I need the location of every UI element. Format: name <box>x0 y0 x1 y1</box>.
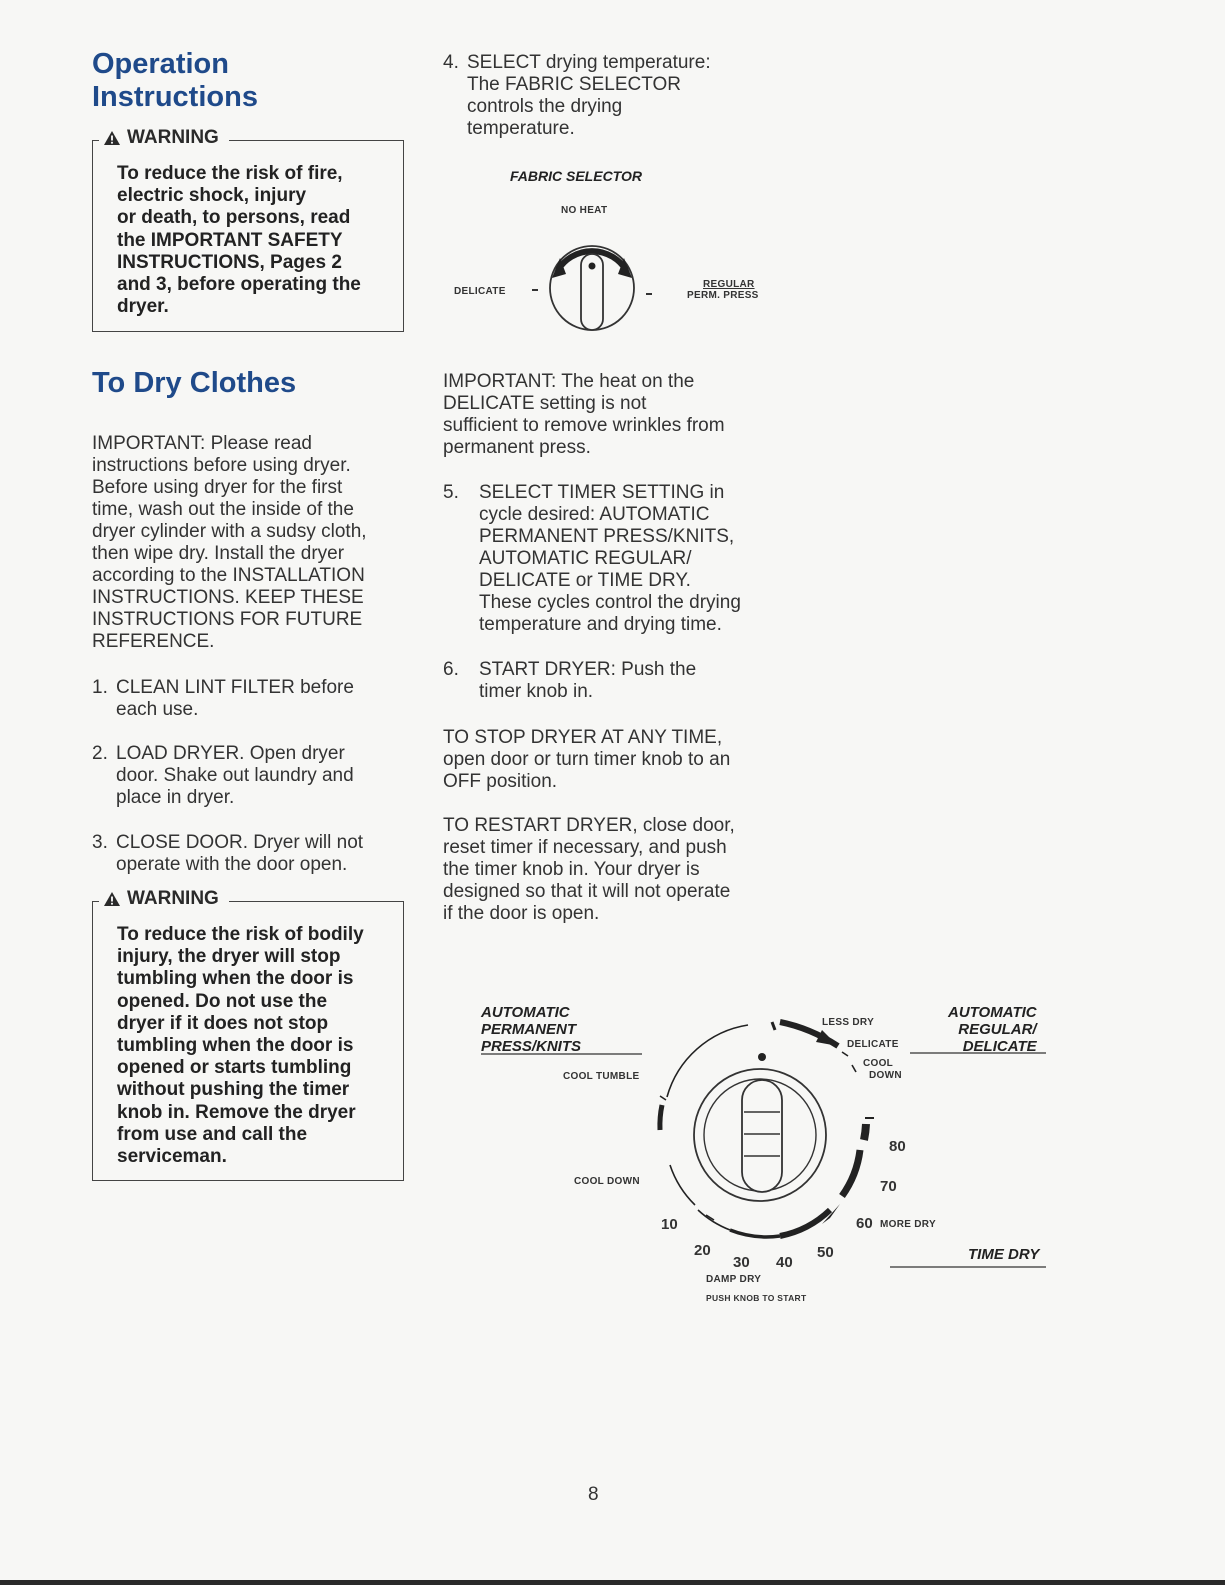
text-line: if the door is open. <box>443 903 600 924</box>
text-line: open door or turn timer knob to an <box>443 749 731 770</box>
text-line: REGULAR/ <box>958 1021 1037 1038</box>
time-20: 20 <box>694 1242 711 1259</box>
regular-label: REGULAR <box>703 279 755 290</box>
text-line: DELICATE or TIME DRY. <box>479 570 691 591</box>
warning-line: To reduce the risk of bodily <box>117 924 364 945</box>
step-4 <box>443 52 763 140</box>
warning-line: knob in. Remove the dryer <box>117 1101 356 1123</box>
warning-label: WARNING <box>127 127 219 148</box>
warning-line: from use and call the <box>117 1123 308 1145</box>
page-title-line2: Instructions <box>92 81 258 113</box>
time-80: 80 <box>889 1138 906 1155</box>
text-line: PERMANENT <box>481 1021 577 1038</box>
warning-line: the IMPORTANT SAFETY <box>117 229 343 251</box>
step-2 <box>92 743 402 809</box>
down-label: DOWN <box>869 1070 902 1081</box>
restart-dryer-paragraph <box>443 815 773 925</box>
fabric-selector-title: FABRIC SELECTOR <box>510 168 642 184</box>
warning-triangle-icon <box>103 130 121 146</box>
cool-down-left-label: COOL DOWN <box>574 1176 640 1187</box>
warning-heading <box>99 888 229 910</box>
warning-line: dryer. <box>117 296 169 318</box>
bottom-edge <box>0 1580 1225 1585</box>
text-line: LOAD DRYER. Open dryer <box>116 743 345 764</box>
time-50: 50 <box>817 1244 834 1261</box>
text-line: PRESS/KNITS <box>481 1038 582 1055</box>
text-line: DELICATE setting is not <box>443 393 647 414</box>
step-number: 6. <box>443 659 459 680</box>
text-line: designed so that it will not operate <box>443 881 731 902</box>
text-line: INSTRUCTIONS FOR FUTURE <box>92 609 363 630</box>
text-line: TO RESTART DRYER, close door, <box>443 815 735 836</box>
less-dry-label: LESS DRY <box>822 1017 875 1028</box>
text-line: PERMANENT PRESS/KNITS, <box>479 526 735 547</box>
step-number: 2. <box>92 743 108 764</box>
text-line: CLEAN LINT FILTER before <box>116 677 354 698</box>
cool-label: COOL <box>863 1058 894 1069</box>
warning-line: electric shock, injury <box>117 185 307 207</box>
step-number: 5. <box>443 482 459 503</box>
time-60: 60 <box>856 1215 873 1232</box>
text-line: according to the INSTALLATION <box>92 565 365 586</box>
text-line: permanent press. <box>443 437 591 458</box>
text-line: DELICATE <box>962 1038 1037 1055</box>
warning-label: WARNING <box>127 888 219 909</box>
damp-dry-label: DAMP DRY <box>706 1274 762 1285</box>
step-number: 3. <box>92 832 108 853</box>
text-line: each use. <box>116 699 199 720</box>
warning-line: INSTRUCTIONS, Pages 2 <box>117 251 342 273</box>
text-line: IMPORTANT: The heat on the <box>443 371 695 392</box>
fabric-selector-diagram <box>440 162 770 352</box>
warning-line: opened or starts tumbling <box>117 1057 352 1079</box>
text-line: door. Shake out laundry and <box>116 765 354 786</box>
warning-line: opened. Do not use the <box>117 990 328 1012</box>
warning-line: tumbling when the door is <box>117 968 354 990</box>
text-line: These cycles control the drying <box>479 592 741 613</box>
warning-line: tumbling when the door is <box>117 1035 354 1057</box>
text-line: TO STOP DRYER AT ANY TIME, <box>443 727 723 748</box>
stop-dryer-paragraph <box>443 727 773 793</box>
warning-line: without pushing the timer <box>117 1079 350 1101</box>
time-70: 70 <box>880 1178 897 1195</box>
step-1 <box>92 677 402 721</box>
text-line: controls the drying <box>467 96 623 117</box>
intro-paragraph <box>92 433 402 653</box>
warning-line: To reduce the risk of fire, <box>117 163 343 184</box>
text-line: operate with the door open. <box>116 854 348 875</box>
text-line: START DRYER: Push the <box>479 659 697 680</box>
text-line: cycle desired: AUTOMATIC <box>479 504 710 525</box>
step-number: 1. <box>92 677 108 698</box>
text-line: REFERENCE. <box>92 631 215 652</box>
warning-line: injury, the dryer will stop <box>117 946 341 968</box>
step-3 <box>92 832 402 876</box>
more-dry-label: MORE DRY <box>880 1219 936 1230</box>
text-line: the timer knob in. Your dryer is <box>443 859 700 880</box>
text-line: SELECT drying temperature: <box>467 52 711 73</box>
warning-line: serviceman. <box>117 1146 227 1168</box>
page-title-line1: Operation <box>92 48 229 80</box>
page-title <box>92 48 258 114</box>
delicate-label: DELICATE <box>454 286 506 297</box>
page-number: 8 <box>588 1484 599 1505</box>
auto-perm-press-heading <box>481 1004 581 1055</box>
fabric-selector-knob <box>440 162 770 352</box>
text-line: SELECT TIMER SETTING in <box>479 482 725 503</box>
push-knob-label: PUSH KNOB TO START <box>706 1293 807 1303</box>
text-line: The FABRIC SELECTOR <box>467 74 681 95</box>
warning-line: dryer if it does not stop <box>117 1012 329 1034</box>
text-line: Before using dryer for the first <box>92 477 343 498</box>
step-number: 4. <box>443 52 459 73</box>
no-heat-label: NO HEAT <box>561 205 608 216</box>
warning-box-injury <box>92 888 404 1181</box>
warning-text <box>117 163 383 318</box>
text-line: sufficient to remove wrinkles from <box>443 415 725 436</box>
text-line: dryer cylinder with a sudsy cloth, <box>92 521 367 542</box>
warning-line: or death, to persons, read <box>117 207 351 229</box>
text-line: time, wash out the inside of the <box>92 499 354 520</box>
text-line: IMPORTANT: Please read <box>92 433 312 454</box>
time-10: 10 <box>661 1216 678 1233</box>
timer-dial-diagram <box>470 1000 1060 1310</box>
text-line: temperature. <box>467 118 575 139</box>
cool-tumble-label: COOL TUMBLE <box>563 1071 640 1082</box>
text-line: instructions before using dryer. <box>92 455 351 476</box>
warning-box-fire <box>92 127 404 332</box>
warning-line: and 3, before operating the <box>117 274 361 296</box>
text-line: place in dryer. <box>116 787 235 808</box>
step-5 <box>443 482 773 636</box>
perm-press-label: PERM. PRESS <box>687 290 759 301</box>
text-line: AUTOMATIC REGULAR/ <box>479 548 692 569</box>
text-line: OFF position. <box>443 771 558 792</box>
text-line: INSTRUCTIONS. KEEP THESE <box>92 587 364 608</box>
text-line: reset timer if necessary, and push <box>443 837 727 858</box>
time-30: 30 <box>733 1254 750 1271</box>
text-line: then wipe dry. Install the dryer <box>92 543 345 564</box>
time-dry-heading: TIME DRY <box>968 1246 1040 1263</box>
step-6 <box>443 659 773 703</box>
important-note <box>443 371 773 459</box>
text-line: AUTOMATIC <box>948 1004 1037 1021</box>
warning-triangle-icon <box>103 891 121 907</box>
auto-regular-heading <box>948 1004 1037 1055</box>
text-line: AUTOMATIC <box>481 1004 570 1021</box>
warning-heading <box>99 127 229 149</box>
time-40: 40 <box>776 1254 793 1271</box>
section-title: To Dry Clothes <box>92 367 297 399</box>
warning-text <box>117 924 383 1168</box>
text-line: CLOSE DOOR. Dryer will not <box>116 832 364 853</box>
text-line: temperature and drying time. <box>479 614 722 635</box>
delicate-dial-label: DELICATE <box>847 1039 899 1050</box>
text-line: timer knob in. <box>479 681 594 702</box>
